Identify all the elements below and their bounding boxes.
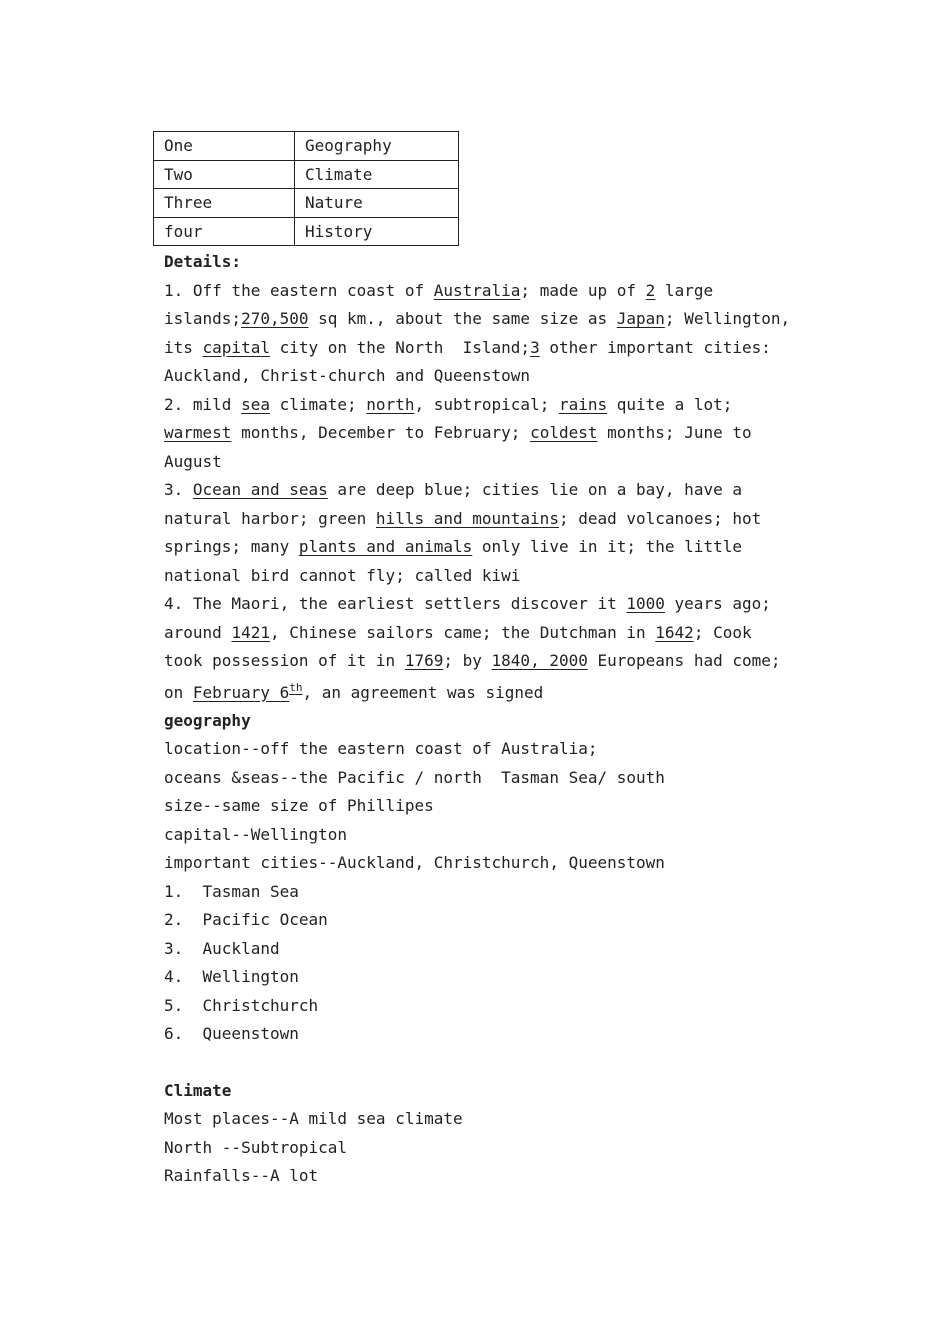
geography-line: important cities--Auckland, Christchurch, Queenstown	[164, 853, 665, 872]
details-line	[164, 590, 804, 619]
text-segment: 4. The Maori, the earliest settlers discover it	[164, 594, 627, 613]
text-segment: are deep blue; cities lie on a bay, have a	[327, 480, 742, 499]
underlined-answer: th	[289, 680, 303, 694]
text-segment: ; Cook	[693, 622, 752, 642]
text-segment: other important cities:	[539, 337, 771, 357]
underlined-answer: February 6	[192, 682, 290, 702]
table-cell-topic: Geography	[295, 132, 459, 161]
underlined-answer: 1840, 2000	[491, 651, 588, 670]
text-segment: 3.	[164, 480, 193, 499]
text-segment: natural harbor; green	[164, 508, 376, 528]
text-segment: quite a lot;	[607, 394, 733, 414]
underlined-answer: 270,500	[241, 309, 309, 328]
text-segment: islands;	[164, 309, 242, 328]
underlined-answer: sea	[241, 394, 270, 414]
text-segment: , Chinese sailors came; the Dutchman in	[269, 622, 656, 642]
details-line	[164, 647, 804, 676]
details-line	[164, 505, 804, 534]
climate-line: Most places--A mild sea climate	[164, 1109, 463, 1128]
underlined-answer: north	[366, 394, 415, 414]
underlined-answer: 1769	[404, 651, 444, 670]
underlined-answer: 1642	[655, 622, 694, 642]
text-segment: Auckland, Christ-church and Queenstown	[164, 366, 531, 385]
underlined-answer: capital	[202, 337, 270, 357]
underlined-answer: 1000	[626, 594, 665, 613]
text-segment: , an agreement was signed	[302, 682, 544, 702]
details-line	[164, 562, 804, 591]
details-line	[164, 391, 804, 420]
details-heading: Details:	[164, 252, 242, 271]
underlined-answer: coldest	[530, 423, 598, 442]
text-segment: , subtropical;	[414, 394, 559, 414]
details-line	[164, 676, 804, 707]
geography-line: 2. Pacific Ocean	[164, 910, 328, 929]
geography-line: 6. Queenstown	[164, 1024, 299, 1043]
text-segment: August	[164, 451, 222, 471]
underlined-answer: Australia	[433, 280, 521, 300]
table-cell-topic: Climate	[295, 160, 459, 189]
underlined-answer: 2	[645, 280, 656, 300]
table-row	[154, 132, 459, 161]
geography-line: capital--Wellington	[164, 824, 348, 844]
table-cell-number: One	[154, 132, 295, 161]
climate-line: Rainfalls--A lot	[164, 1166, 319, 1185]
underlined-answer: rains	[558, 394, 608, 414]
details-line	[164, 419, 804, 448]
geography-line: 4. Wellington	[164, 967, 299, 986]
text-segment: 2. mild	[164, 394, 242, 414]
text-segment: took possession of it in	[164, 651, 405, 670]
text-segment: ; made up of	[520, 280, 646, 300]
text-segment: ; by	[443, 651, 492, 670]
text-segment: years ago;	[664, 594, 771, 613]
details-line	[164, 476, 804, 505]
document-page	[164, 131, 804, 1191]
geography-line: 1. Tasman Sea	[164, 881, 299, 901]
geography-line: location--off the eastern coast of Australia;	[164, 739, 598, 758]
geography-section	[164, 735, 804, 1049]
text-segment: springs; many	[164, 537, 299, 556]
geography-line: size--same size of Phillipes	[164, 796, 434, 815]
underlined-answer: warmest	[164, 423, 232, 442]
underlined-answer: Japan	[616, 309, 665, 328]
details-line	[164, 362, 804, 391]
details-line	[164, 533, 804, 562]
text-segment: ; dead volcanoes; hot	[558, 508, 762, 528]
details-line	[164, 305, 804, 334]
text-segment: national bird cannot fly; called kiwi	[164, 565, 521, 585]
details-section	[164, 277, 804, 707]
text-segment: Europeans had come;	[587, 651, 781, 670]
climate-line: North --Subtropical	[164, 1137, 348, 1157]
table-cell-topic: History	[295, 217, 459, 246]
details-line	[164, 448, 804, 477]
text-segment: 1. Off the eastern coast of	[164, 280, 434, 300]
topic-table	[153, 131, 459, 246]
details-line	[164, 619, 804, 648]
text-segment: on	[164, 682, 193, 702]
table-cell-number: Three	[154, 189, 295, 218]
underlined-answer: 1421	[231, 622, 270, 642]
geography-line: 5. Christchurch	[164, 995, 319, 1015]
table-row	[154, 160, 459, 189]
text-segment: sq km., about the same size as	[308, 309, 617, 328]
table-cell-topic: Nature	[295, 189, 459, 218]
table-cell-number: four	[154, 217, 295, 246]
table-row	[154, 217, 459, 246]
climate-heading: Climate	[164, 1080, 232, 1100]
text-segment: its	[164, 337, 203, 357]
table-row	[154, 189, 459, 218]
text-segment: climate;	[269, 394, 367, 414]
underlined-answer: hills and mountains	[375, 508, 559, 528]
text-segment: months, December to February;	[231, 423, 531, 442]
geography-line: 3. Auckland	[164, 938, 280, 958]
underlined-answer: 3	[530, 337, 540, 357]
text-segment: large	[655, 280, 714, 300]
table-cell-number: Two	[154, 160, 295, 189]
text-segment: city on the North Island;	[269, 337, 531, 357]
underlined-answer: Ocean and seas	[192, 480, 328, 499]
geography-heading: geography	[164, 710, 251, 730]
text-segment: around	[164, 622, 232, 642]
details-line	[164, 277, 804, 306]
text-segment: only live in it; the little	[472, 537, 742, 556]
climate-section	[164, 1105, 804, 1191]
underlined-answer: plants and animals	[298, 537, 473, 556]
text-segment: months; June to	[597, 423, 752, 442]
details-line	[164, 334, 804, 363]
text-segment: ; Wellington,	[664, 309, 791, 328]
geography-line: oceans &seas--the Pacific / north Tasman Sea/ south	[164, 767, 665, 787]
